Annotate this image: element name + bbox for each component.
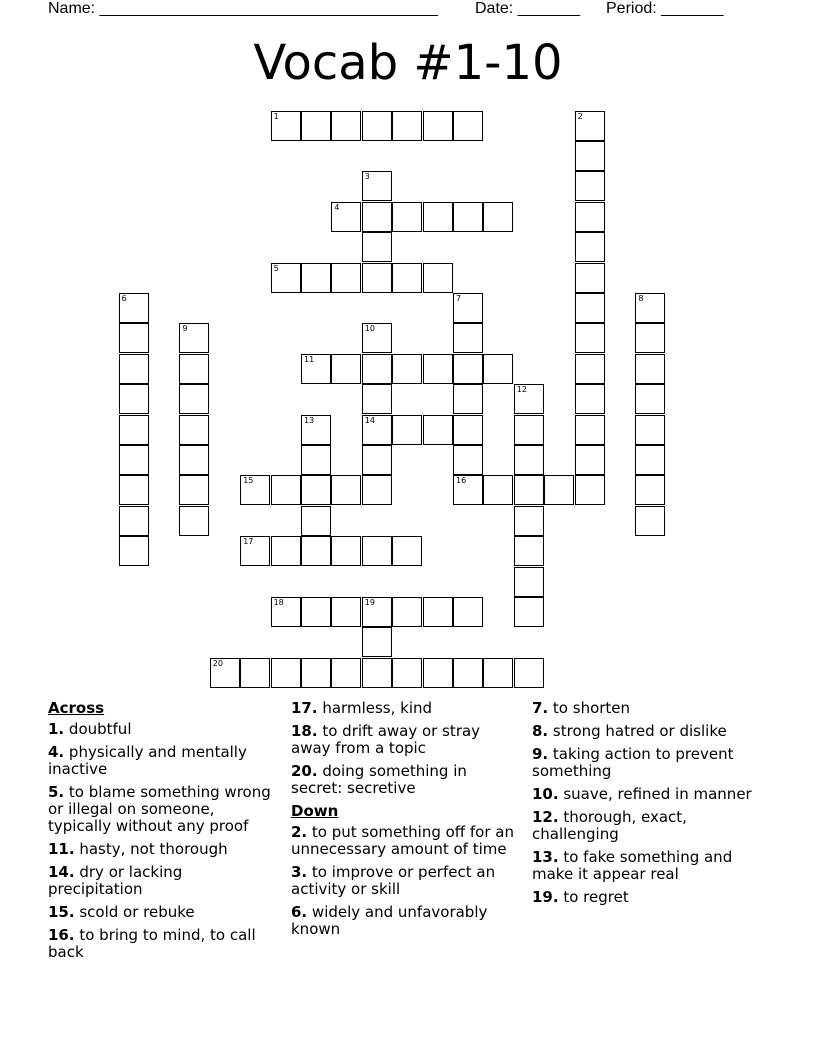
- crossword-cell[interactable]: [331, 475, 361, 505]
- crossword-cell[interactable]: [271, 263, 301, 293]
- down-clue: [532, 786, 757, 803]
- clue-number-label: 5.: [48, 783, 65, 801]
- crossword-cell[interactable]: [362, 232, 392, 262]
- clue-text: to improve or perfect an activity or skill: [291, 863, 496, 898]
- clue-number: 11: [304, 354, 315, 364]
- clue-number-label: 20.: [291, 762, 318, 780]
- across-clue: [48, 784, 280, 835]
- crossword-cell[interactable]: [301, 597, 331, 627]
- crossword-cell[interactable]: [453, 475, 483, 505]
- crossword-cell[interactable]: [179, 354, 209, 384]
- clue-number: 14: [364, 415, 375, 425]
- clue-text: doubtful: [68, 720, 132, 738]
- crossword-cell[interactable]: [392, 658, 422, 688]
- clue-text: to blame something wrong or illegal on someone, typically without any proof: [48, 783, 271, 835]
- clue-text: hasty, not thorough: [79, 840, 228, 858]
- crossword-cell[interactable]: [331, 658, 361, 688]
- clue-text: to drift away or stray away from a topic: [291, 722, 481, 757]
- clue-number-label: 7.: [532, 699, 549, 717]
- crossword-cell[interactable]: [575, 384, 605, 414]
- crossword-cell[interactable]: [575, 323, 605, 353]
- clue-number-label: 11.: [48, 840, 75, 858]
- clue-number: 2: [577, 111, 583, 121]
- crossword-cell[interactable]: [514, 567, 544, 597]
- down-clue: [532, 746, 757, 780]
- crossword-cell[interactable]: [179, 384, 209, 414]
- crossword-cell[interactable]: [362, 111, 392, 141]
- crossword-cell[interactable]: [362, 597, 392, 627]
- clue-text: scold or rebuke: [79, 903, 195, 921]
- crossword-cell[interactable]: [331, 536, 361, 566]
- clue-number: 16: [456, 476, 467, 486]
- clue-text: physically and mentally inactive: [48, 743, 247, 778]
- clue-column-3: [532, 700, 757, 912]
- clue-number: 13: [304, 415, 315, 425]
- clue-number: 7: [456, 294, 462, 303]
- down-clue: [532, 809, 757, 843]
- crossword-cell[interactable]: [119, 475, 149, 505]
- clue-number-label: 4.: [48, 743, 65, 761]
- clue-number: 8: [638, 294, 644, 303]
- crossword-cell[interactable]: [635, 415, 665, 445]
- crossword-cell[interactable]: [514, 475, 544, 505]
- crossword-cell[interactable]: [331, 597, 361, 627]
- crossword-cell[interactable]: [301, 475, 331, 505]
- crossword-cell[interactable]: [301, 506, 331, 536]
- crossword-cell[interactable]: [119, 445, 149, 475]
- crossword-cell[interactable]: [635, 293, 665, 323]
- crossword-cell[interactable]: [271, 597, 301, 627]
- crossword-cell[interactable]: [423, 111, 453, 141]
- crossword-cell[interactable]: [635, 384, 665, 414]
- clue-number-label: 13.: [532, 848, 559, 866]
- crossword-cell[interactable]: [575, 171, 605, 201]
- name-field-label: Name: ______________________________________: [48, 0, 438, 17]
- crossword-cell[interactable]: [301, 658, 331, 688]
- down-clue: [532, 723, 757, 740]
- across-clue: [48, 721, 280, 738]
- down-clue: [291, 864, 516, 898]
- crossword-cell[interactable]: [179, 323, 209, 353]
- crossword-cell[interactable]: [362, 415, 392, 445]
- crossword-cell[interactable]: [210, 658, 240, 688]
- crossword-cell[interactable]: [362, 354, 392, 384]
- crossword-cell[interactable]: [179, 475, 209, 505]
- crossword-cell[interactable]: [483, 658, 513, 688]
- clue-column-2: [291, 700, 516, 944]
- crossword-cell[interactable]: [635, 475, 665, 505]
- crossword-cell[interactable]: [453, 293, 483, 323]
- crossword-cell[interactable]: [514, 445, 544, 475]
- crossword-cell[interactable]: [453, 202, 483, 232]
- clue-text: to fake something and make it appear real: [532, 848, 733, 883]
- down-clue: [532, 700, 757, 717]
- crossword-cell[interactable]: [423, 354, 453, 384]
- crossword-cell[interactable]: [392, 111, 422, 141]
- clue-number: 1: [273, 111, 279, 121]
- crossword-cell[interactable]: [179, 445, 209, 475]
- crossword-cell[interactable]: [362, 627, 392, 657]
- crossword-cell[interactable]: [575, 293, 605, 323]
- crossword-cell[interactable]: [331, 263, 361, 293]
- crossword-cell[interactable]: [362, 384, 392, 414]
- crossword-cell[interactable]: [119, 536, 149, 566]
- crossword-cell[interactable]: [362, 202, 392, 232]
- down-clue: [532, 849, 757, 883]
- clue-number-label: 18.: [291, 722, 318, 740]
- clue-number: 19: [364, 598, 375, 607]
- crossword-cell[interactable]: [544, 475, 574, 505]
- crossword-cell[interactable]: [240, 536, 270, 566]
- across-clue: [291, 723, 516, 757]
- clue-text: strong hatred or dislike: [552, 722, 727, 740]
- crossword-cell[interactable]: [635, 506, 665, 536]
- across-clue: [291, 700, 516, 717]
- across-clue: [48, 864, 280, 898]
- crossword-cell[interactable]: [453, 323, 483, 353]
- crossword-cell[interactable]: [119, 415, 149, 445]
- crossword-cell[interactable]: [362, 171, 392, 201]
- crossword-cell[interactable]: [362, 658, 392, 688]
- crossword-cell[interactable]: [575, 475, 605, 505]
- clue-number: 4: [334, 202, 340, 212]
- crossword-cell[interactable]: [119, 506, 149, 536]
- crossword-cell[interactable]: [301, 445, 331, 475]
- crossword-cell[interactable]: [362, 445, 392, 475]
- clue-number-label: 19.: [532, 888, 559, 906]
- across-clue: [48, 841, 280, 858]
- down-heading: Down: [291, 802, 339, 820]
- crossword-cell[interactable]: [483, 475, 513, 505]
- clue-number-label: 9.: [532, 745, 549, 763]
- crossword-cell[interactable]: [423, 415, 453, 445]
- crossword-cell[interactable]: [301, 263, 331, 293]
- crossword-cell[interactable]: [483, 202, 513, 232]
- crossword-cell[interactable]: [301, 354, 331, 384]
- crossword-cell[interactable]: [483, 354, 513, 384]
- clue-number: 17: [243, 537, 254, 547]
- clue-text: taking action to prevent something: [532, 745, 734, 780]
- clue-number: 18: [273, 598, 284, 607]
- crossword-cell[interactable]: [271, 536, 301, 566]
- period-field-label: Period: _______: [606, 0, 724, 17]
- crossword-cell[interactable]: [575, 415, 605, 445]
- clue-number: 9: [182, 324, 188, 334]
- clue-number-label: 1.: [48, 720, 65, 738]
- crossword-cell[interactable]: [119, 323, 149, 353]
- clue-text: to bring to mind, to call back: [48, 926, 256, 961]
- crossword-cell[interactable]: [453, 384, 483, 414]
- crossword-cell[interactable]: [119, 354, 149, 384]
- crossword-cell[interactable]: [179, 415, 209, 445]
- page-title: Vocab #1-10: [253, 35, 563, 91]
- crossword-cell[interactable]: [392, 536, 422, 566]
- clue-number: 15: [243, 476, 254, 486]
- crossword-cell[interactable]: [392, 415, 422, 445]
- crossword-cell[interactable]: [301, 111, 331, 141]
- crossword-cell[interactable]: [453, 658, 483, 688]
- clue-number-label: 8.: [532, 722, 549, 740]
- crossword-cell[interactable]: [423, 202, 453, 232]
- crossword-cell[interactable]: [635, 445, 665, 475]
- crossword-cell[interactable]: [453, 415, 483, 445]
- crossword-cell[interactable]: [453, 597, 483, 627]
- clue-number-label: 15.: [48, 903, 75, 921]
- crossword-cell[interactable]: [575, 445, 605, 475]
- clue-number: 10: [364, 324, 375, 334]
- across-clue: [48, 927, 280, 961]
- crossword-cell[interactable]: [514, 536, 544, 566]
- crossword-cell[interactable]: [453, 354, 483, 384]
- across-clue: [48, 744, 280, 778]
- crossword-cell[interactable]: [119, 293, 149, 323]
- clue-number: 5: [273, 263, 279, 273]
- crossword-cell[interactable]: [575, 111, 605, 141]
- crossword-cell[interactable]: [514, 658, 544, 688]
- crossword-cell[interactable]: [635, 354, 665, 384]
- crossword-cell[interactable]: [271, 111, 301, 141]
- clue-number-label: 3.: [291, 863, 308, 881]
- clue-text: dry or lacking precipitation: [48, 863, 183, 898]
- clue-number: 6: [121, 294, 127, 303]
- clue-text: widely and unfavorably known: [291, 903, 488, 938]
- crossword-cell[interactable]: [331, 202, 361, 232]
- crossword-cell[interactable]: [453, 111, 483, 141]
- crossword-cell[interactable]: [119, 384, 149, 414]
- crossword-cell[interactable]: [423, 658, 453, 688]
- clue-number-label: 17.: [291, 699, 318, 717]
- clue-text: thorough, exact, challenging: [532, 808, 687, 843]
- crossword-cell[interactable]: [271, 658, 301, 688]
- clue-text: to regret: [563, 888, 629, 906]
- crossword-cell[interactable]: [240, 658, 270, 688]
- clue-number-label: 10.: [532, 785, 559, 803]
- clue-column-1: [48, 700, 280, 967]
- clue-number-label: 6.: [291, 903, 308, 921]
- crossword-cell[interactable]: [362, 323, 392, 353]
- across-heading: Across: [48, 699, 105, 717]
- clue-text: suave, refined in manner: [563, 785, 752, 803]
- crossword-cell[interactable]: [392, 597, 422, 627]
- crossword-cell[interactable]: [392, 263, 422, 293]
- clue-text: to shorten: [552, 699, 631, 717]
- clue-text: doing something in secret: secretive: [291, 762, 467, 797]
- crossword-cell[interactable]: [362, 536, 392, 566]
- clue-text: harmless, kind: [322, 699, 433, 717]
- crossword-cell[interactable]: [240, 475, 270, 505]
- crossword-cell[interactable]: [514, 597, 544, 627]
- crossword-cell[interactable]: [392, 354, 422, 384]
- clue-number: 3: [364, 172, 370, 182]
- crossword-cell[interactable]: [331, 111, 361, 141]
- clue-text: to put something off for an unnecessary amount of time: [291, 823, 514, 858]
- clue-number: 12: [516, 385, 527, 395]
- crossword-cell[interactable]: [575, 263, 605, 293]
- crossword-cell[interactable]: [514, 384, 544, 414]
- down-clue: [291, 904, 516, 938]
- down-clue: [291, 824, 516, 858]
- crossword-cell[interactable]: [362, 263, 392, 293]
- crossword-cell[interactable]: [362, 475, 392, 505]
- crossword-cell[interactable]: [301, 536, 331, 566]
- crossword-cell[interactable]: [575, 232, 605, 262]
- crossword-cell[interactable]: [575, 141, 605, 171]
- crossword-cell[interactable]: [271, 475, 301, 505]
- crossword-cell[interactable]: [392, 202, 422, 232]
- clue-number-label: 14.: [48, 863, 75, 881]
- crossword-cell[interactable]: [179, 506, 209, 536]
- crossword-cell[interactable]: [575, 354, 605, 384]
- crossword-cell[interactable]: [301, 415, 331, 445]
- crossword-cell[interactable]: [514, 506, 544, 536]
- crossword-cell[interactable]: [575, 202, 605, 232]
- clue-number-label: 12.: [532, 808, 559, 826]
- crossword-cell[interactable]: [635, 323, 665, 353]
- clue-number: 20: [212, 658, 223, 668]
- down-clue: [532, 889, 757, 906]
- date-field-label: Date: _______: [475, 0, 580, 17]
- across-clue: [291, 763, 516, 797]
- clue-number-label: 2.: [291, 823, 308, 841]
- crossword-cell[interactable]: [331, 354, 361, 384]
- crossword-cell[interactable]: [423, 597, 453, 627]
- crossword-cell[interactable]: [453, 445, 483, 475]
- clue-number-label: 16.: [48, 926, 75, 944]
- crossword-cell[interactable]: [423, 263, 453, 293]
- crossword-cell[interactable]: [514, 415, 544, 445]
- across-clue: [48, 904, 280, 921]
